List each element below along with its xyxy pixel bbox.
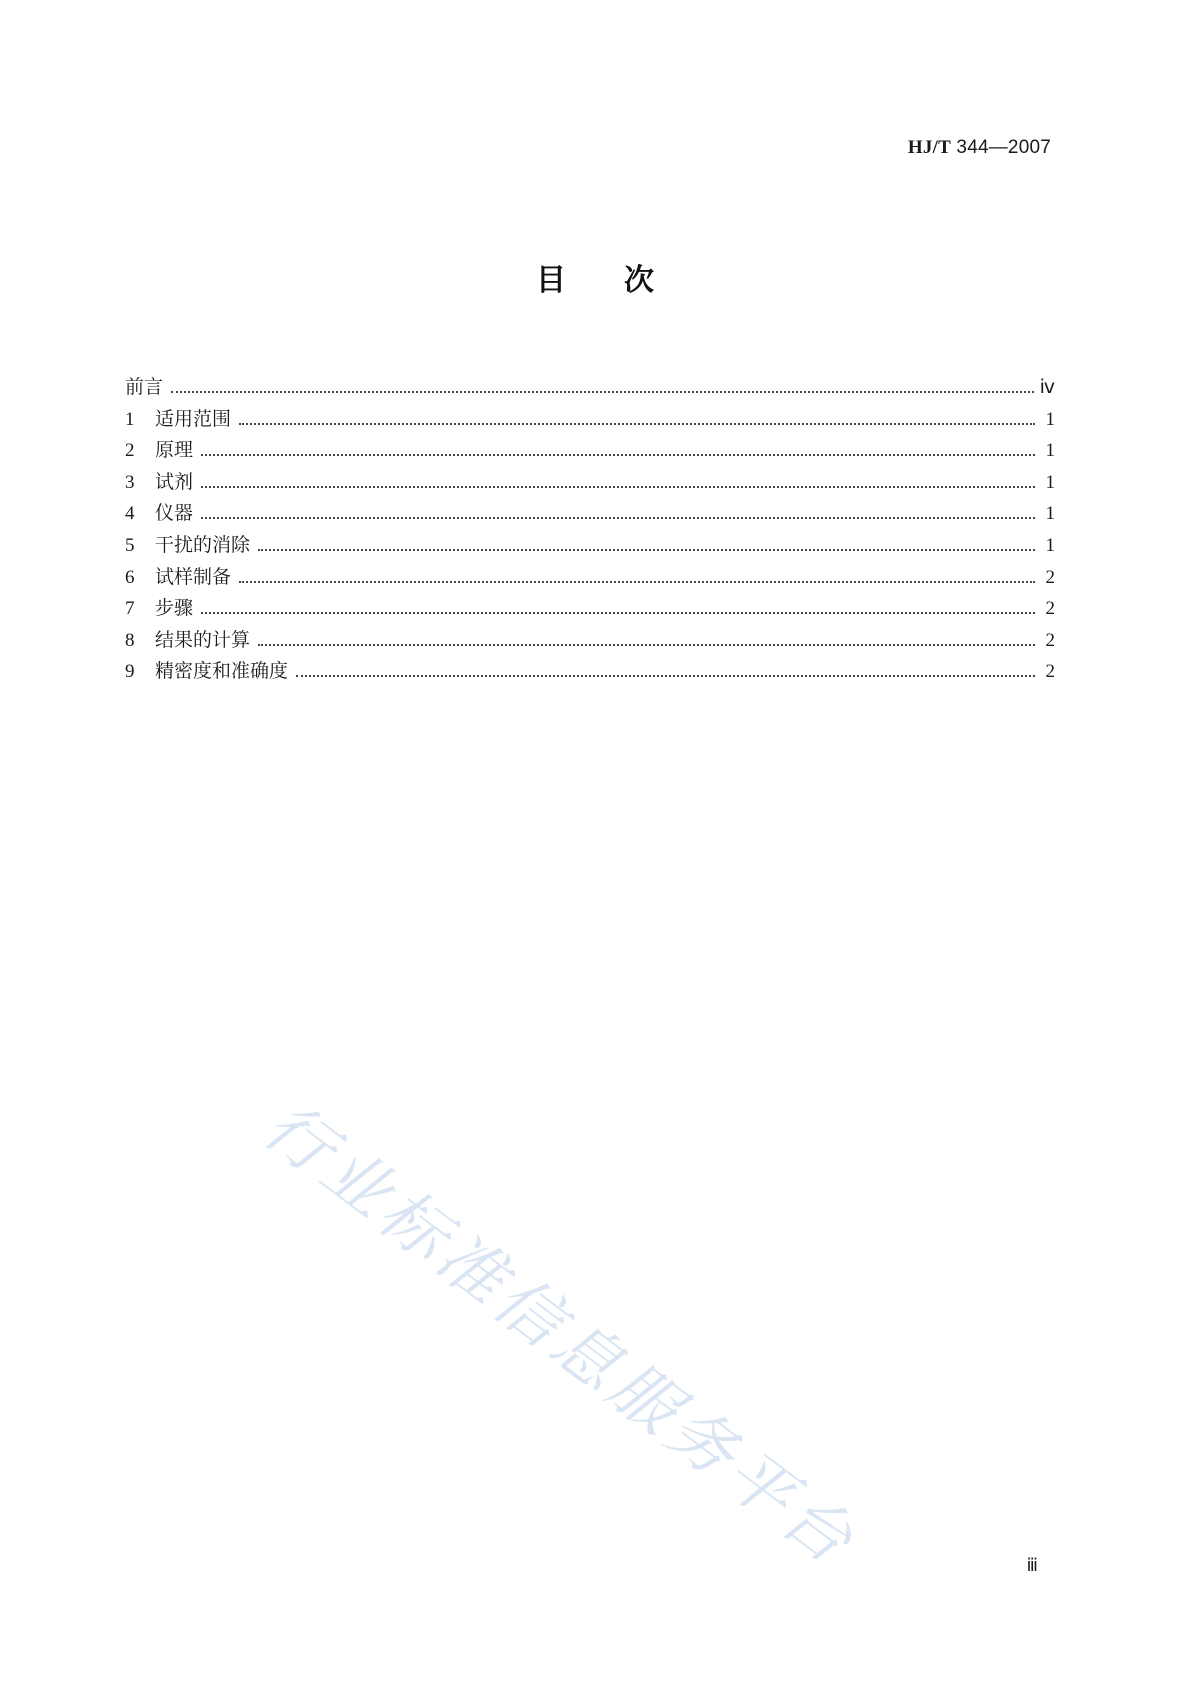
toc-entry-number: 6 [125, 566, 135, 588]
toc-entry-calculation[interactable] [125, 625, 1055, 657]
toc-entry-page: 1 [1045, 471, 1055, 493]
toc-leader-dots [201, 454, 1035, 456]
toc-entry-number: 9 [125, 661, 135, 683]
toc-entry-number: 8 [125, 629, 135, 651]
toc-entry-principle[interactable] [125, 435, 1055, 467]
toc-entry-scope[interactable] [125, 404, 1055, 436]
toc-entry-number: 4 [125, 503, 135, 525]
toc-entry-precision[interactable] [125, 656, 1055, 688]
toc-entry-label: 干扰的消除 [155, 533, 251, 556]
toc-entry-page: 1 [1045, 440, 1055, 462]
standard-number [908, 137, 1051, 159]
toc-leader-dots [201, 612, 1035, 614]
toc-entry-page: 1 [1045, 408, 1055, 430]
toc-entry-label: 结果的计算 [155, 628, 251, 651]
toc-entry-label: 前言 [125, 376, 164, 398]
toc-entry-page: 2 [1045, 566, 1055, 588]
toc-entry-number: 7 [125, 598, 135, 620]
toc-entry-page: ⅳ [1039, 377, 1055, 398]
toc-entry-page: 2 [1045, 661, 1055, 683]
table-of-contents [125, 372, 1055, 688]
toc-entry-page: 2 [1045, 629, 1055, 651]
toc-leader-dots [171, 391, 1034, 393]
toc-entry-number: 5 [125, 534, 135, 556]
toc-entry-page: 2 [1045, 598, 1055, 620]
toc-entry-label: 试剂 [155, 470, 194, 493]
toc-entry-reagents[interactable] [125, 467, 1055, 499]
toc-entry-label: 适用范围 [155, 407, 232, 430]
page-number: ⅲ [1026, 1555, 1038, 1575]
toc-entry-apparatus[interactable] [125, 498, 1055, 530]
toc-entry-number: 2 [125, 440, 135, 462]
toc-entry-preface[interactable] [125, 372, 1055, 404]
toc-entry-page: 1 [1045, 503, 1055, 525]
toc-entry-page: 1 [1045, 534, 1055, 556]
toc-entry-label: 试样制备 [155, 565, 232, 588]
watermark-text: 行业标准信息服务平台 [249, 1086, 871, 1582]
toc-entry-number: 1 [125, 408, 135, 430]
toc-leader-dots [258, 644, 1035, 646]
toc-entry-interference[interactable] [125, 530, 1055, 562]
toc-entry-label: 原理 [155, 439, 194, 462]
toc-entry-sample-prep[interactable] [125, 562, 1055, 594]
page-title: 目次 [536, 263, 712, 298]
toc-entry-procedure[interactable] [125, 593, 1055, 625]
toc-leader-dots [258, 549, 1035, 551]
standard-code: 344—2007 [956, 137, 1051, 158]
toc-leader-dots [239, 581, 1035, 583]
toc-leader-dots [239, 423, 1035, 425]
toc-leader-dots [201, 486, 1035, 488]
toc-entry-label: 精密度和准确度 [155, 660, 289, 683]
toc-leader-dots [201, 517, 1035, 519]
toc-leader-dots [296, 675, 1035, 677]
toc-entry-label: 仪器 [155, 502, 194, 525]
toc-entry-label: 步骤 [155, 597, 194, 620]
standard-prefix: HJ/T [907, 137, 951, 158]
toc-entry-number: 3 [125, 471, 135, 493]
